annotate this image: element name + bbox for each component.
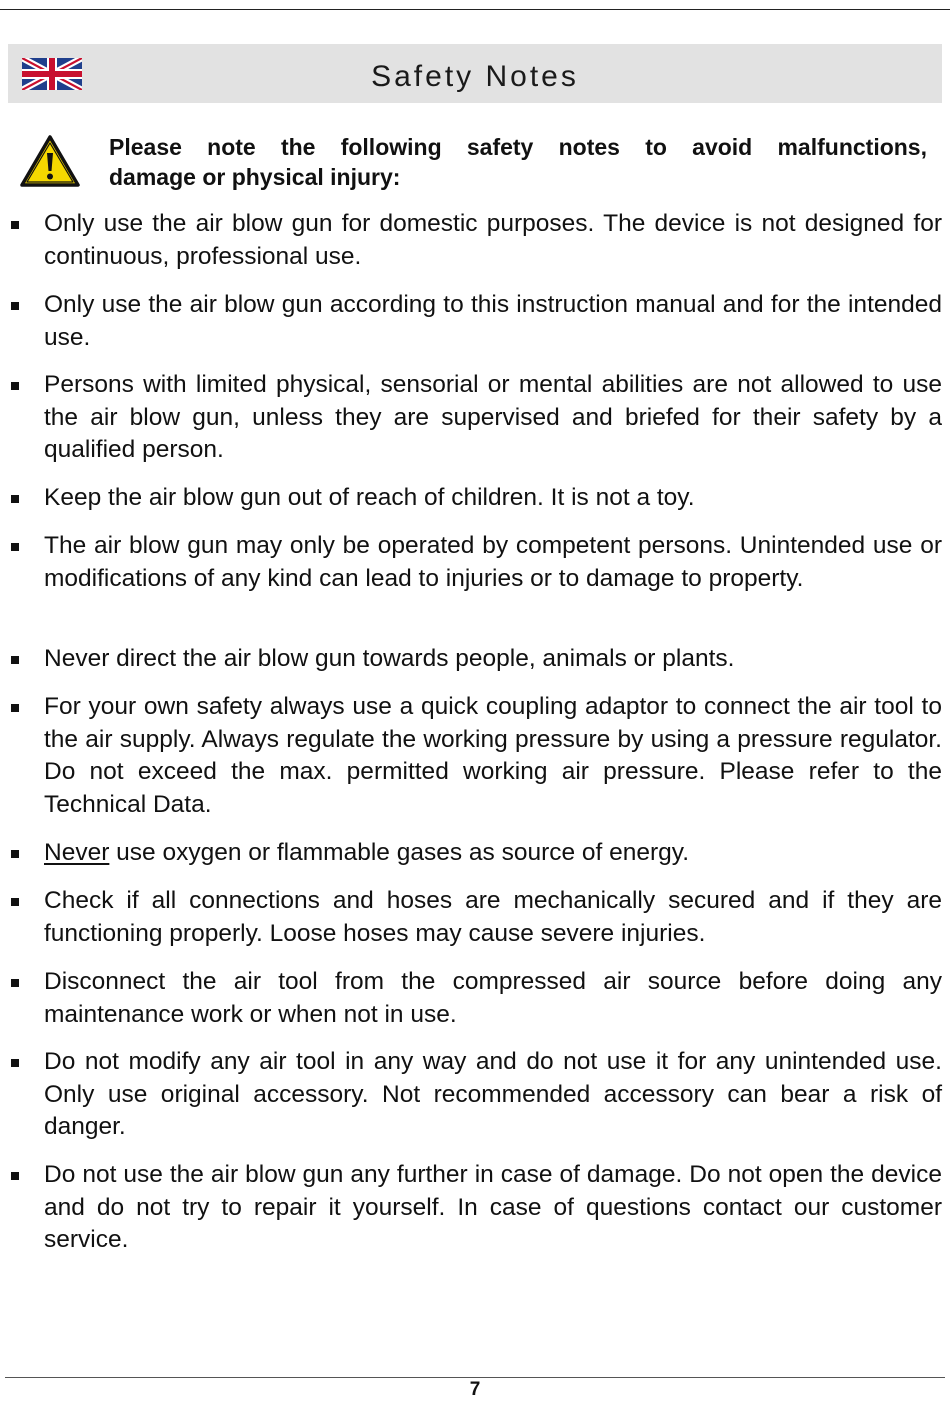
note-text: Do not use the air blow gun any further in case of damage. Do not open the device and do not try to repair it yourself. In case of questions contact our customer service.	[44, 1161, 942, 1253]
bullet-square-icon	[11, 979, 19, 987]
note-text	[44, 837, 942, 870]
note-text: For your own safety always use a quick coupling adaptor to connect the air tool to the air supply. Always regulate the working pressure by using a pressure regulator. Do not exceed the max. permitted working air pressure. Please refer to the Technical Data.	[44, 693, 942, 818]
intro-line: Please note the following safety notes to avoid malfunctions,	[109, 134, 927, 160]
note-text: The air blow gun may only be operated by competent persons. Unintended use or modifications of any kind can lead to injuries or to damage to property.	[44, 532, 942, 592]
note-text: Never direct the air blow gun towards people, animals or plants.	[44, 645, 735, 672]
top-rule	[0, 9, 950, 10]
bullet-square-icon	[11, 495, 19, 503]
bullet-square-icon	[11, 543, 19, 551]
note-text-rest: use oxygen or flammable gases as source of energy.	[109, 839, 690, 866]
bullet-square-icon	[11, 1059, 19, 1067]
note-text: Only use the air blow gun for domestic purposes. The device is not designed for continuous, professional use.	[44, 210, 942, 270]
bullet-square-icon	[11, 1172, 19, 1180]
warning-triangle-icon	[20, 135, 80, 188]
note-text: Check if all connections and hoses are mechanically secured and if they are functioning properly. Loose hoses may cause severe injuries.	[44, 887, 942, 947]
bullet-square-icon	[11, 382, 19, 390]
safety-intro	[109, 132, 927, 192]
section-header	[8, 44, 942, 103]
bullet-square-icon	[11, 302, 19, 310]
note-text: Disconnect the air tool from the compressed air source before doing any maintenance work or when not in use.	[44, 968, 942, 1028]
page-number: 7	[469, 1379, 481, 1400]
note-text: Keep the air blow gun out of reach of children. It is not a toy.	[44, 484, 695, 511]
bullet-square-icon	[11, 850, 19, 858]
footer-rule	[5, 1377, 945, 1378]
bullet-square-icon	[11, 704, 19, 712]
page-title: Safety Notes	[371, 60, 579, 93]
bullet-square-icon	[11, 656, 19, 664]
intro-line: damage or physical injury:	[109, 164, 401, 190]
bullet-square-icon	[11, 221, 19, 229]
note-emphasis: Never	[44, 839, 110, 866]
bullet-square-icon	[11, 898, 19, 906]
note-text: Only use the air blow gun according to this instruction manual and for the intended use.	[44, 291, 942, 351]
note-text: Persons with limited physical, sensorial or mental abilities are not allowed to use the air blow gun, unless they are supervised and briefed for their safety by a qualified person.	[44, 371, 942, 463]
note-text: Do not modify any air tool in any way and do not use it for any unintended use. Only use original accessory. Not recommended accessory can bear a risk of danger.	[44, 1048, 942, 1140]
